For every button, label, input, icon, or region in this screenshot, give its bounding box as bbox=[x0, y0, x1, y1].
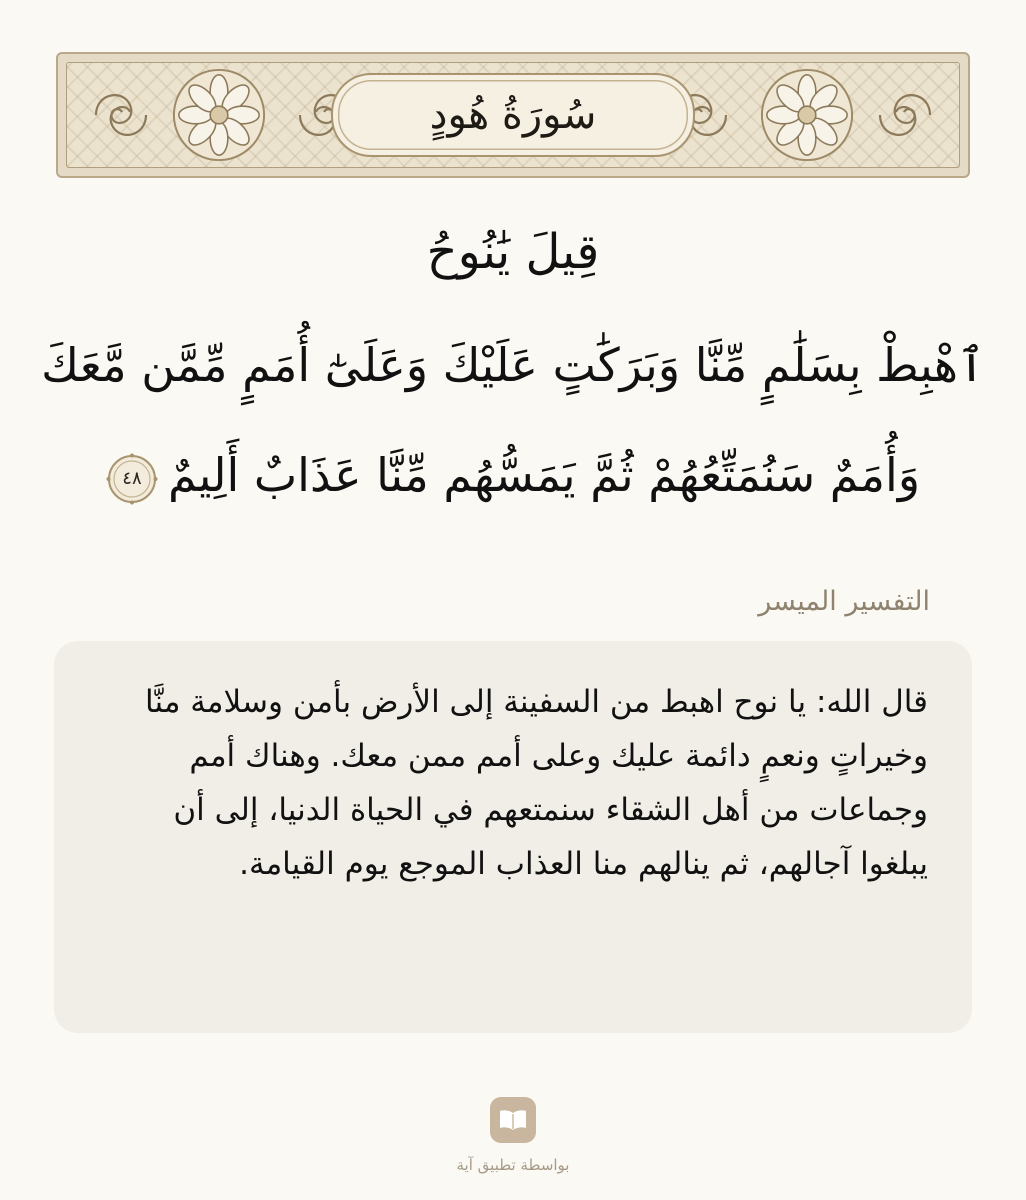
surah-title: سُورَةُ هُودٍ bbox=[429, 92, 597, 138]
surah-title-cartouche bbox=[331, 73, 695, 157]
tafsir-text: قال الله: يا نوح اهبط من السفينة إلى الأرض بأمن وسلامة منَّا وخيراتٍ ونعمٍ دائمة عليك وعلى أمم ممن معك. وهناك أمم وجماعات من أهل الشقاء سنمتعهم في الحياة الدنيا، إلى أن يبلغوا آجالهم، ثم ينالهم منا العذاب الموجع يوم القيامة. bbox=[145, 684, 928, 882]
arabesque-ornament-icon bbox=[86, 80, 156, 150]
footer-attribution: بواسطة تطبيق آية bbox=[456, 1156, 570, 1174]
verse-line-2: ٱهْبِطْ بِسَلَٰمٍ مِّنَّا وَبَرَكَٰتٍ عَلَيْكَ وَعَلَىٰٓ أُمَمٍ مِّمَّن مَّعَكَ bbox=[41, 338, 985, 392]
tafsir-card bbox=[54, 641, 972, 1033]
rosette-icon bbox=[758, 66, 856, 164]
rosette-icon bbox=[170, 66, 268, 164]
arabesque-ornament-icon bbox=[870, 80, 940, 150]
ayah-number-marker bbox=[106, 453, 158, 505]
ayah-number: ٤٨ bbox=[122, 468, 142, 489]
surah-banner bbox=[56, 52, 970, 178]
verse-line-3-text: وَأُمَمٌ سَنُمَتِّعُهُمْ ثُمَّ يَمَسُّهُم مِّنَّا عَذَابٌ أَلِيمٌ bbox=[167, 448, 921, 502]
tafsir-label: التفسير الميسر bbox=[758, 586, 930, 617]
verse-line-1: قِيلَ يَٰنُوحُ bbox=[426, 224, 600, 280]
app-logo bbox=[490, 1097, 536, 1143]
open-book-icon bbox=[498, 1108, 528, 1132]
verse-line-3 bbox=[40, 448, 986, 505]
